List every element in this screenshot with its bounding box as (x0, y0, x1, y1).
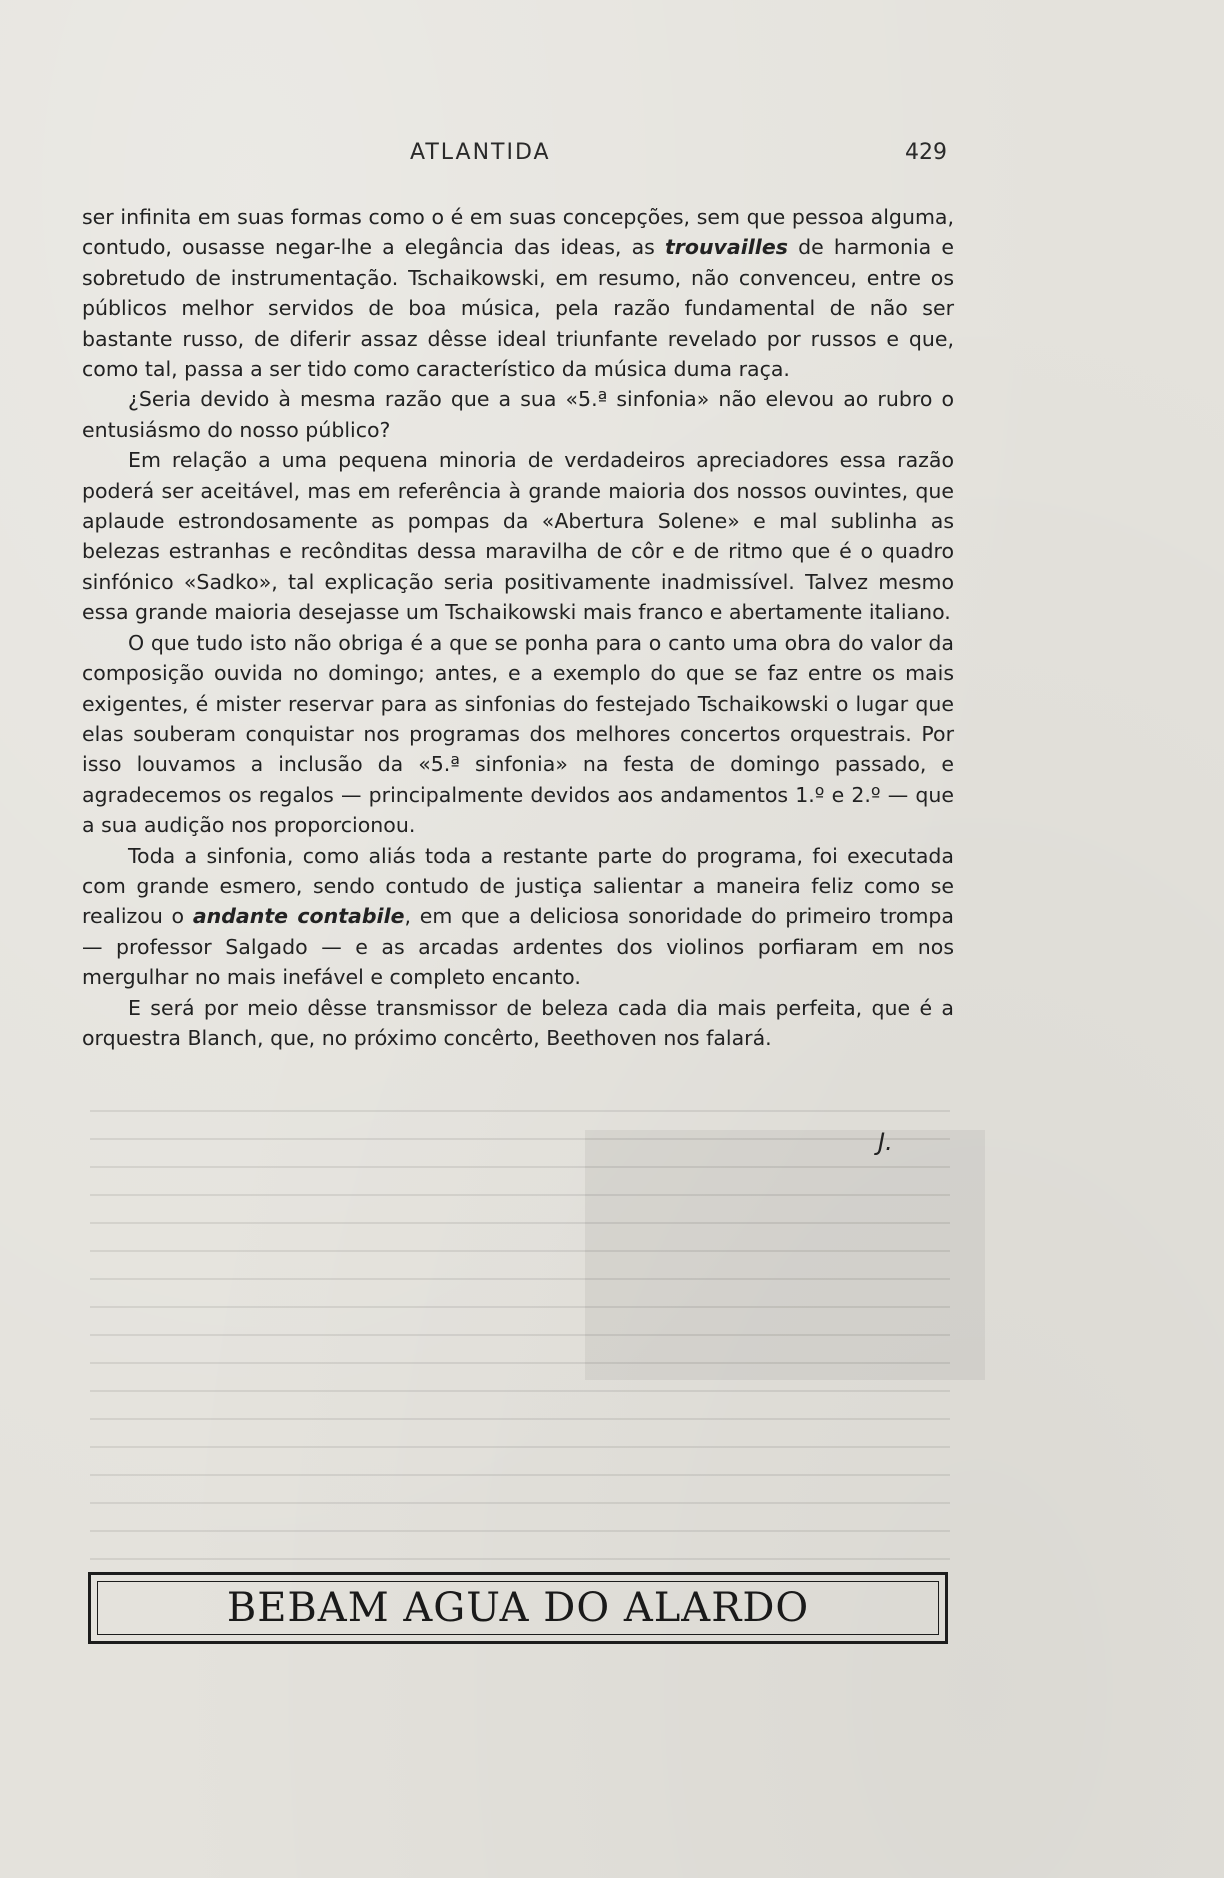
running-header (0, 140, 1224, 170)
text-run: , em que a deliciosa sonoridade do primeiro trompa — professor Salgado — e as arcadas ardentes dos violinos porfiaram em nos mergulhar no mais inefável e completo encanto. (82, 904, 954, 990)
text-run: ser infinita em suas formas como o é em suas concepções, sem que pessoa alguma, contudo, ousasse negar-lhe a elegância das ideas, as (82, 205, 954, 260)
advertisement-box (88, 1572, 948, 1644)
article-paragraph (82, 202, 954, 384)
text-run: de harmonia e sobretudo de instrumentação. Tschaikowski, em resumo, não convenceu, entre os públicos melhor servidos de boa música, pela razão fundamental de não ser bastante russo, de diferir assaz dêsse ideal triunfante revelado por russos e que, como tal, passa a ser tido como característico da música duma raça. (82, 235, 954, 382)
article-paragraph (82, 445, 954, 627)
author-signature: J. (878, 1128, 893, 1156)
text-run: O que tudo isto não obriga é a que se ponha para o canto uma obra do valor da composição ouvida no domingo; antes, e a exemplo do que se faz entre os mais exigentes, é mister reservar para as sinfonias do festejado Tschaikowski o lugar que elas souberam conquistar nos programas dos melhores concertos orquestrais. Por isso louvamos a inclusão da «5.ª sinfonia» na festa de domingo passado, e agradecemos os regalos — principalmente devidos aos andamentos 1.º e 2.º — que a sua audição nos proporcionou. (82, 630, 954, 838)
italic-phrase: trouvailles (664, 235, 788, 260)
article-body (82, 202, 954, 1053)
text-run: ¿Seria devido à mesma razão que a sua «5.ª sinfonia» não elevou ao rubro o entusiásmo do nosso público? (82, 387, 954, 442)
italic-phrase: andante contabile (192, 904, 405, 929)
article-paragraph (82, 628, 954, 841)
text-run: E será por meio dêsse transmissor de beleza cada dia mais perfeita, que é a orquestra Blanch, que, no próximo concêrto, Beethoven nos falará. (82, 995, 954, 1050)
text-run: Toda a sinfonia, como aliás toda a restante parte do programa, foi executada com grande esmero, sendo contudo de justiça salientar a maneira feliz como se realizou o (82, 843, 954, 929)
article-paragraph (82, 384, 954, 445)
article-paragraph (82, 993, 954, 1054)
show-through-photo (585, 1130, 985, 1380)
journal-title: ATLANTIDA (410, 140, 551, 165)
advertisement-text: BEBAM AGUA DO ALARDO (226, 1585, 810, 1631)
article-paragraph (82, 841, 954, 993)
text-run: Em relação a uma pequena minoria de verdadeiros apreciadores essa razão poderá ser aceitável, mas em referência à grande maioria dos nossos ouvintes, que aplaude estrondosamente as pompas da «Abertura Solene» e mal sublinha as belezas estranhas e recônditas dessa maravilha de côr e de ritmo que é o quadro sinfónico «Sadko», tal explicação seria positivamente inadmissível. Talvez mesmo essa grande maioria desejasse um Tschaikowski mais franco e abertamente italiano. (82, 448, 954, 625)
page-number: 429 (905, 140, 947, 165)
